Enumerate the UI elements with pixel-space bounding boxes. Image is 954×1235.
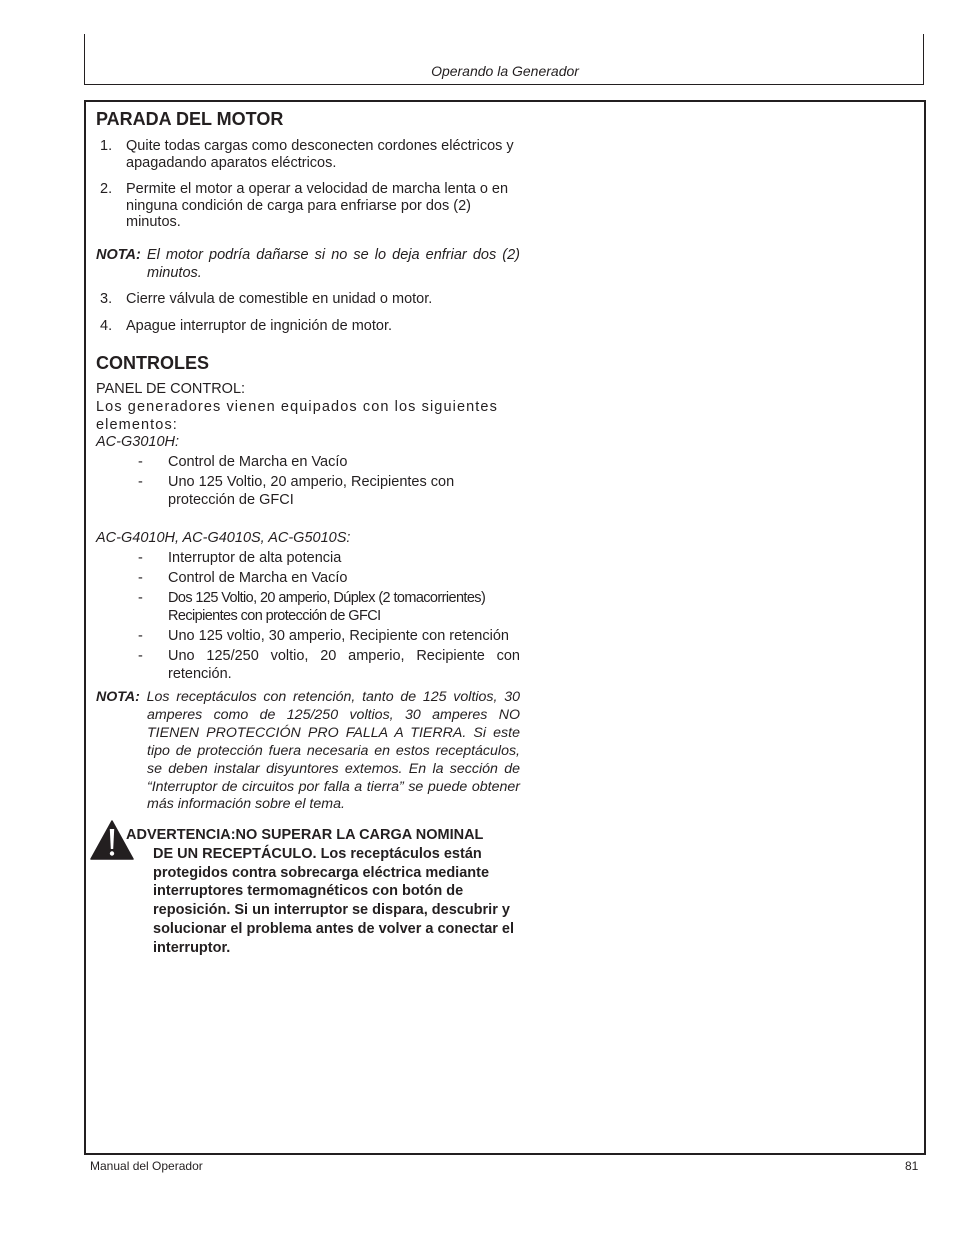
list-item	[96, 181, 520, 231]
dash-bullet: -	[138, 570, 143, 586]
list-text: Uno 125/250 voltio, 20 amperio, Recipiente con retención.	[168, 648, 520, 682]
list-item	[96, 589, 520, 625]
list-item	[96, 647, 520, 683]
dash-bullet: -	[138, 474, 143, 490]
list-text: Permite el motor a operar a velocidad de marcha lenta o en ninguna condición de carga para enfriarse por dos (2) minutos.	[126, 181, 509, 230]
list-number: 1.	[100, 138, 113, 154]
note-label: NOTA:	[96, 246, 141, 263]
model-label: AC-G3010H:	[96, 434, 180, 450]
list-text: Control de Marcha en Vacío	[168, 570, 348, 586]
list-item	[96, 453, 520, 471]
list-text: Uno 125 Voltio, 20 amperio, Recipientes con protección de GFCI	[168, 474, 455, 508]
dash-bullet: -	[138, 454, 143, 470]
list-item	[96, 473, 520, 509]
dash-bullet: -	[138, 648, 143, 664]
list-text: Dos 125 Voltio, 20 amperio, Dúplex (2 tomacorrientes) Recipientes con protección de GFCI	[168, 590, 486, 624]
list-item	[96, 318, 520, 335]
warning-triangle-icon	[90, 820, 134, 860]
list-item	[96, 291, 520, 308]
list-item	[96, 138, 520, 171]
list-text: Apague interruptor de ingnición de motor.	[126, 318, 393, 334]
panel-label: PANEL DE CONTROL:	[96, 380, 246, 397]
note-label: NOTA:	[96, 689, 140, 705]
header-bottom-rule	[84, 84, 924, 85]
list-text: Uno 125 voltio, 30 amperio, Recipiente con retención	[168, 628, 509, 644]
panel-intro: Los generadores vienen equipados con los siguientes elementos:	[96, 399, 498, 433]
list-text: Quite todas cargas como desconecten cordones eléctricos y apagadando aparatos eléctricos.	[126, 138, 514, 171]
dash-bullet: -	[138, 590, 143, 606]
list-number: 2.	[100, 181, 113, 197]
list-text: Interruptor de alta potencia	[168, 550, 342, 566]
list-text: Control de Marcha en Vacío	[168, 454, 348, 470]
page-number: 81	[905, 1159, 919, 1173]
list-number: 3.	[100, 290, 113, 307]
warning-block	[96, 826, 520, 957]
note	[96, 689, 520, 814]
warning-text: DE UN RECEPTÁCULO. Los receptáculos están protegidos contra sobrecarga eléctrica mediante interruptores termomagnéticos con botón de reposición. Si un interruptor se dispara, descubrir y solucionar el problema antes de volver a conectar el interruptor.	[153, 846, 515, 956]
dash-bullet: -	[138, 628, 143, 644]
list-number: 4.	[100, 318, 113, 334]
note	[96, 246, 520, 283]
note-text: El motor podría dañarse si no se lo deja enfriar dos (2) minutos.	[146, 246, 520, 281]
list-item	[96, 549, 520, 567]
content-column	[96, 108, 520, 957]
section-heading-parada: PARADA DEL MOTOR	[96, 109, 284, 129]
running-header: Operando la Generador	[431, 63, 579, 79]
note-text: Los receptáculos con retención, tanto de 125 voltios, 30 amperes como de 125/250 voltios, 30 amperes NO TIENEN PROTECCIÓN PRO FALLA A TIERRA. Si este tipo de protección fuera necesaria en estos receptáculos, se deben instalar disyuntores extemos. En la sección de “Interruptor de circuitos por falla a tierra” se puede obtener más información sobre el tema.	[146, 689, 520, 813]
list-text: Cierre válvula de comestible en unidad o motor.	[126, 290, 433, 307]
model-label: AC-G4010H, AC-G4010S, AC-G5010S:	[96, 530, 351, 546]
warning-heading: ADVERTENCIA:NO SUPERAR LA CARGA NOMINAL	[126, 827, 484, 844]
footer-title: Manual del Operador	[90, 1159, 203, 1173]
section-heading-controles: CONTROLES	[96, 352, 210, 373]
footer-rule	[84, 1153, 924, 1154]
list-item	[96, 569, 520, 587]
dash-bullet: -	[138, 550, 143, 566]
list-item	[96, 627, 520, 645]
